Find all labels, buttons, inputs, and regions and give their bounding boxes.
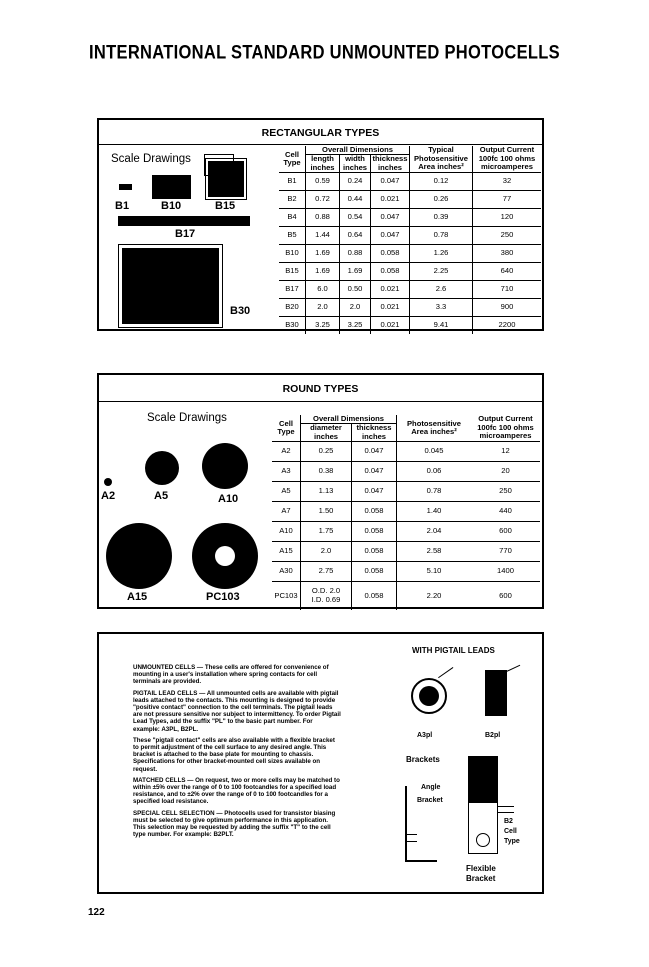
a10-shape [202,443,248,489]
table-cell: B2 [279,191,306,209]
table-row [272,482,540,502]
table-cell: B1 [279,173,306,191]
pc103-output: 600 [471,582,540,610]
b2pl-lead [505,665,520,674]
rectangular-types-panel [97,118,544,331]
round-types-panel [97,373,544,609]
b15-shape [208,161,244,197]
note-pigtail-lead-cells: PIGTAIL LEAD CELLS — All unmounted cells are available with pigtail leads attached to the contacts. This mounting is designed to provide "positive contact" connection to the cell terminals. The pigtail leads are not pressure sensitive nor subject to intermittency. To order Pigtail Lead Types, add the suffix "PL" to the basic part number. For example: A3PL, B2PL. [133,689,341,733]
table-cell: 3.3 [410,299,473,317]
with-pigtail-leads-heading: WITH PIGTAIL LEADS [412,646,495,655]
b2-cell-shape [468,756,498,802]
table-cell: 1400 [471,562,540,582]
notes-panel [97,632,544,894]
b2pl-illustration [485,670,507,716]
a15-shape [106,523,172,589]
table-cell: 0.047 [352,462,397,482]
a5-shape [145,451,179,485]
rect-h-width: width [345,154,365,164]
rect-h-inches-1: inches [310,162,335,172]
table-cell: 0.058 [371,263,410,281]
round-h-inches-1: inches [313,431,339,441]
table-cell: A5 [272,482,301,502]
table-row [272,582,540,610]
a5-label: A5 [154,490,169,502]
table-cell: 0.50 [340,281,371,299]
a2-shape [104,478,112,486]
flexible-label: Flexible [466,864,496,873]
b1-shape [119,184,132,190]
round-rows [272,442,540,610]
table-cell: 1.50 [301,502,352,522]
round-h-micro: microamperes [479,431,532,441]
table-row [272,442,540,462]
table-cell: 0.78 [397,482,472,502]
b30-shape [122,248,219,324]
table-cell: 0.78 [410,227,473,245]
table-cell: A10 [272,522,301,542]
table-cell: 9.41 [410,317,473,334]
table-cell: 0.021 [371,299,410,317]
angle-bracket-label-1: Angle [421,784,441,791]
table-cell: 12 [471,442,540,462]
rect-h-photosensitive: Photosensitive [413,154,468,164]
rectangular-types-table [279,146,541,334]
table-cell: 770 [471,542,540,562]
pc103-hole [215,546,235,566]
table-cell: 0.021 [371,281,410,299]
notes-text [133,664,341,842]
table-cell: 0.058 [371,245,410,263]
table-cell: 3.25 [340,317,371,334]
table-cell: B17 [279,281,306,299]
note-unmounted-cells: UNMOUNTED CELLS — These cells are offered for convenience of mounting in a user's installation where spring contacts for cell terminals are provided. [133,664,329,686]
table-cell: 0.047 [352,482,397,502]
rect-h-typical: Typical [410,146,473,155]
table-row [279,173,541,191]
round-h-area: Area inches² [411,427,457,437]
table-cell: 2.0 [340,299,371,317]
table-cell: 2.0 [306,299,340,317]
pc103-od: O.D. 2.0 [311,586,341,596]
table-cell: 6.0 [306,281,340,299]
table-cell: 0.44 [340,191,371,209]
table-cell: 0.12 [410,173,473,191]
table-cell: B15 [279,263,306,281]
table-cell: 1.69 [340,263,371,281]
table-cell: 1.75 [301,522,352,542]
round-scale-drawings-title: Scale Drawings [147,412,227,424]
table-cell: 250 [473,227,542,245]
round-types-title: ROUND TYPES [282,383,359,395]
round-h-photosensitive: Photosensitive [406,418,461,428]
a10-label: A10 [218,493,239,505]
table-cell: A15 [272,542,301,562]
table-cell: 0.047 [371,227,410,245]
table-cell: 2.25 [410,263,473,281]
table-cell: B30 [279,317,306,334]
round-h-thickness: thickness [356,423,392,433]
table-cell: 0.06 [397,462,472,482]
rectangular-types-title: RECTANGULAR TYPES [261,127,380,139]
round-h-inches-2: inches [361,431,387,441]
b2pl-label: B2pl [485,732,501,739]
table-cell: 2.75 [301,562,352,582]
table-cell: 77 [473,191,542,209]
pc103-area: 2.20 [397,582,472,610]
table-cell: 600 [471,522,540,542]
bracket-hole [476,833,490,847]
round-h-diameter: diameter [310,423,342,433]
rect-scale-drawings-title: Scale Drawings [111,153,191,165]
table-row [272,502,540,522]
table-cell: 2.04 [397,522,472,542]
table-cell: 0.021 [371,191,410,209]
table-cell: 0.26 [410,191,473,209]
table-cell: 1.13 [301,482,352,502]
table-cell: 0.047 [371,173,410,191]
table-cell: B5 [279,227,306,245]
page-title: INTERNATIONAL STANDARD UNMOUNTED PHOTOCELLS [89,42,560,64]
table-cell: 32 [473,173,542,191]
a2-label: A2 [101,490,116,502]
a3pl-lead [438,667,454,679]
table-cell: 2.58 [397,542,472,562]
table-cell: 1.69 [306,263,340,281]
b10-shape [152,175,191,199]
title-rule [99,144,542,145]
b30-label: B30 [230,305,251,317]
table-cell: 1.69 [306,245,340,263]
rect-h-inches-3: inches [377,162,403,172]
table-cell: 440 [471,502,540,522]
flexible-bracket-leads [498,806,514,813]
rect-h-area: Area inches² [418,162,464,172]
table-row [279,245,541,263]
rect-h-overall: Overall Dimensions [306,146,410,155]
page-number: 122 [88,907,105,918]
table-cell: A2 [272,442,301,462]
table-cell: 0.59 [306,173,340,191]
round-types-table [272,415,540,610]
table-cell: 0.047 [371,209,410,227]
rect-h-inches-2: inches [342,162,368,172]
table-row [279,191,541,209]
table-cell: 250 [471,482,540,502]
table-cell: 0.38 [301,462,352,482]
note-special-selection: SPECIAL CELL SELECTION — Photocells used for transistor biasing must be selected to give optimum performance in this application. This selection may be requested by adding the suffix "T" to the cell type number. For example: B2PLT. [133,809,336,839]
table-cell: 3.25 [306,317,340,334]
angle-bracket-label-2: Bracket [417,797,443,804]
table-cell: 0.058 [352,542,397,562]
table-cell: B20 [279,299,306,317]
b1-label: B1 [115,200,130,212]
b17-shape [118,216,250,226]
round-h-type: Type [277,427,295,437]
type-label: Type [504,838,520,845]
table-cell: A7 [272,502,301,522]
table-row [279,209,541,227]
angle-bracket-leads [405,834,417,842]
table-cell: A30 [272,562,301,582]
table-cell: 0.39 [410,209,473,227]
note-pigtail-contact: These "pigtail contact" cells are also available with a flexible bracket to permit adjustment of the cell surface to any desired angle. This bracket is attached to the base plate for mounting to chassis. Specifications for other bracket-mounted cell sizes available on request. [133,736,335,773]
table-cell: 5.10 [397,562,472,582]
brackets-label: Brackets [406,755,440,764]
pc103-label: PC103 [206,591,240,603]
rect-h-type: Type [283,158,301,168]
table-cell: 380 [473,245,542,263]
note-matched-cells: MATCHED CELLS — On request, two or more cells may be matched to within ±5% over the range of 0 to 100 footcandles for a specified load resistance, and to ±2% over the range of 0 to 100 footcandles for a specified load resistance. [133,776,340,806]
pc103-id: I.D. 0.69 [311,594,341,604]
b10-label: B10 [161,200,182,212]
table-cell: 0.047 [352,442,397,462]
rect-h-length: length [311,154,334,164]
table-cell: 0.058 [352,502,397,522]
flexible-bracket-label: Bracket [466,874,496,883]
table-cell: 0.64 [340,227,371,245]
table-cell: 2.0 [301,542,352,562]
table-row [279,263,541,281]
rect-h-cell: Cell [285,149,299,159]
a3pl-cell [419,686,439,706]
table-cell: 0.54 [340,209,371,227]
table-cell: 20 [471,462,540,482]
table-cell: 1.40 [397,502,472,522]
b2-label: B2 [504,818,513,825]
rect-rows [279,173,541,334]
round-h-output: Output Current [478,414,533,424]
a3pl-label: A3pl [417,732,433,739]
table-cell: 2200 [473,317,542,334]
table-cell: 0.045 [397,442,472,462]
table-row [272,522,540,542]
table-cell: 1.44 [306,227,340,245]
table-cell: 0.021 [371,317,410,334]
table-cell: 2.6 [410,281,473,299]
table-row [272,462,540,482]
table-row [279,299,541,317]
table-row [279,281,541,299]
round-h-fc: 100fc 100 ohms [477,423,534,433]
pc103-thickness: 0.058 [352,582,397,610]
round-h-cell: Cell [279,418,293,428]
table-cell: 710 [473,281,542,299]
table-cell: 0.72 [306,191,340,209]
title-rule [99,401,542,402]
rect-h-micro: microamperes [481,162,533,172]
round-h-overall: Overall Dimensions [301,415,397,424]
table-cell: 0.24 [340,173,371,191]
table-cell: 640 [473,263,542,281]
rect-h-fc: 100fc 100 ohms [478,154,536,164]
table-cell: 0.88 [306,209,340,227]
table-row [279,317,541,334]
table-cell: A3 [272,462,301,482]
table-cell: B4 [279,209,306,227]
table-cell: 0.88 [340,245,371,263]
b15-label: B15 [215,200,236,212]
table-cell: 1.26 [410,245,473,263]
table-cell: 120 [473,209,542,227]
table-cell: 0.058 [352,562,397,582]
table-cell: B10 [279,245,306,263]
table-row [272,542,540,562]
pc103-type: PC103 [272,582,301,610]
table-row [272,562,540,582]
table-cell: 0.25 [301,442,352,462]
cell-label: Cell [504,828,517,835]
b17-label: B17 [175,228,196,240]
rect-h-thickness: thickness [372,154,408,164]
table-cell: 0.058 [352,522,397,542]
rect-h-output: Output Current [473,146,542,155]
table-row [279,227,541,245]
a15-label: A15 [127,591,148,603]
table-cell: 900 [473,299,542,317]
